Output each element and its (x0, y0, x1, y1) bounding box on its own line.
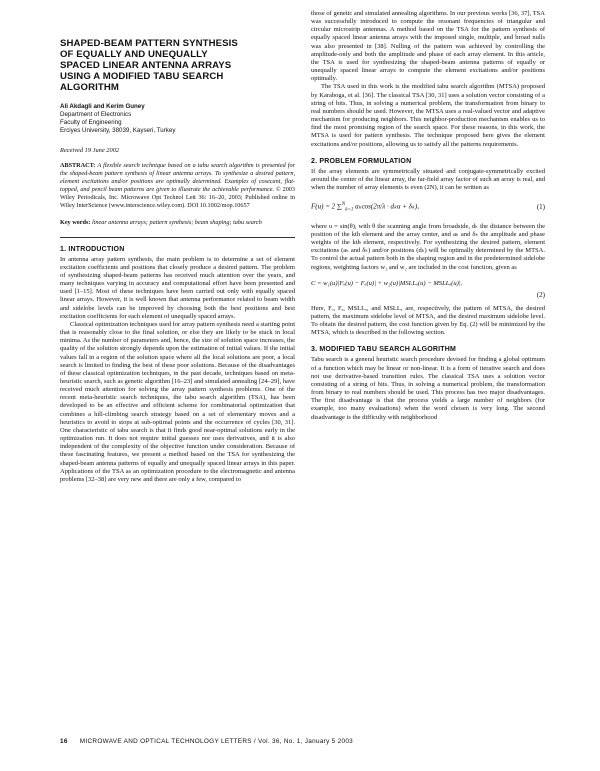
page-number: 16 (60, 738, 68, 745)
equation-1-rhs: aₖcos(2π/λ · dₖu + δₖ), (355, 202, 419, 211)
abstract-text: A flexible search technique based on a tabu search algorithm is presented for the shaped-beam pattern synthesis of linear antenna arrays. To synthesize a desired pattern, element excitations and/or positions are optimally determined. Examples of cosecant, flat-topped, and pencil beam patterns are given to illustrate the achievable performance. (60, 162, 295, 194)
abstract-copyright: © 2003 Wiley Periodicals, Inc. Microwave Opt Technol Lett 36: 16–20, 2003; Published online in Wiley InterScience (www.interscience.wiley.com). DOI 10.1002/mop.10657 (60, 186, 295, 210)
abstract (60, 162, 295, 211)
paragraph: Here, Fₒ, Fₑ, MSLLₒ, and MSLLₑ are, respectively, the pattern of MTSA, the desired pattern, the maximum sidelobe level of MTSA, and the desired maximum sidelobe level. To obtain the desired pattern, the cost function given by Eq. (2) will be minimized by the MTSA, which is described in the following section. (311, 304, 545, 337)
article-title (60, 38, 295, 93)
paragraph: Classical optimization techniques used for array pattern synthesis need a starting point that is reasonably close to the final solution, or else they are likely to be stuck in local minima. As the number of parameters and, hence, the size of solution space increases, the quality of the solution strongly depends upon the estimation of initial values. If the initial values fall in a region of the solution space where all the local solutions are poor, a local search is limited to finding the best of these poor solutions. Because of the disadvantages of these classical optimization techniques, in the past decade, techniques based on meta-heuristic search, such as genetic algorithm [16–23] and simulated annealing [24–29], have received much attention for solving the array pattern synthesis problems. One of the recent meta-heuristic search techniques, the tabu search algorithm (TSA), has been developed to be an effective and efficient scheme for combinatorial optimization that combines a hill-climbing search strategy based on a set of elementary moves and a heuristics to avoid to stops at sub-optimal points and the occurrence of cycles [30, 31]. One characteristic of tabu search is that it finds good near-optimal solutions early in the optimization run. It does not require initial guesses nor uses derivatives, and it is also independent of the complexity of the objective function under consideration. Because of these fascinating features, we present a method based on the TSA for synthesizing the shaped-beam antenna patterns of equally and unequally spaced linear arrays in this paper. Applications of the TSA as an optimization procedure to the electromagnetic and antenna problems [32–38] are very new and there are only a few, compared to (60, 320, 295, 483)
equation-1 (311, 202, 545, 213)
author-university: Erciyes University, 38039, Kayseri, Turkey (60, 127, 176, 134)
title-line: ALGORITHM (60, 82, 119, 93)
section-heading-problem-formulation: 2. PROBLEM FORMULATION (311, 157, 412, 165)
equation-2: C = w₁(u)|Fₒ(u) − Fₑ(u)| + w₂(u)|MSLLₒ(u) − MSLLₑ(u)|. (311, 279, 463, 287)
author-block (60, 103, 295, 135)
equation-1-body (311, 202, 419, 213)
page-footer (60, 738, 545, 745)
title-line: USING A MODIFIED TABU SEARCH (60, 71, 224, 82)
section-heading-introduction: 1. INTRODUCTION (60, 245, 125, 253)
equation-1-number: (1) (536, 203, 545, 212)
paragraph: Tabu search is a general heuristic search procedure devised for finding a global optimum of a function which may be linear or non-linear. It is a form of iterative search and does not use derivative-based transition rules. The classical TSA uses a solution vector consisting of a string of bits. Thus, in solving a numerical problem, the transformation from binary to real numbers should be used. This process has two major disadvantages. The first disadvantage is that the process yields a large number of neighbors (for example, too many evaluations) when the word chosen is very long. The second disadvantage is the difficulty with neighborhood (311, 356, 545, 421)
abstract-label: ABSTRACT: (60, 162, 96, 169)
equation-1-lhs: F(u) = 2 ∑ (311, 202, 342, 211)
paragraph: those of genetic and simulated annealing algorithms. In our previous works [36, 37], TSA was successfully introduced to compute the resonant frequencies of triangular and circular microstrip antennas. A method based on the TSA for the pattern synthesis of equally spaced linear antenna arrays with the imposed single, multiple, and broad nulls was also presented in [38]. Nulling of the pattern was achieved by controlling the amplitude-only and both the amplitude and phase of each array element. In this article, the TSA is used for synthesizing the shaped-beam antenna patterns of equally or unequally spaced linear arrays to compute the element excitations and/or positions optimally. (311, 10, 545, 83)
title-line: SPACED LINEAR ANTENNA ARRAYS (60, 60, 232, 71)
divider (60, 237, 295, 238)
received-date: Received 19 June 2002 (60, 147, 120, 154)
author-names: Ali Akdagli and Kerim Guney (60, 103, 145, 110)
paragraph: The TSA used in this work is the modified tabu search algorithm (MTSA) proposed by Karaboga, et al. [36]. The classical TSA [30, 31] uses a solution vector consisting of a string of bits. Thus, in solving a numerical problem, the transformation from binary to real numbers should be used. However, the MTSA uses a real-valued vector and adaptive mechanism for producing neighbors. This neighbor-production mechanism enables us to find the most promising region of the search space. For these reasons, in this work, the MTSA is used for pattern synthesis. The technique proposed here gives the element excitations and/or positions, allowing us to satisfy all the patterns requirements. (311, 83, 545, 148)
title-line: OF EQUALLY AND UNEQUALLY (60, 49, 208, 60)
keywords-text: linear antenna arrays; pattern synthesis; beam shaping; tabu search (91, 218, 262, 226)
title-line: SHAPED-BEAM PATTERN SYNTHESIS (60, 38, 238, 49)
left-column (60, 38, 295, 484)
right-column (311, 10, 545, 422)
paragraph: If the array elements are symmetrically situated and conjugate-symmetrically excited around the center of the linear array, the far-field array factor of such an array is real, and when the number of array elements is even (2N), it can be written as (311, 167, 545, 191)
author-faculty: Faculty of Engineering (60, 119, 122, 126)
section-heading-modified-tabu-search: 3. MODIFIED TABU SEARCH ALGORITHM (311, 346, 457, 354)
paragraph: where u = sin(θ), with θ the scanning angle from broadside, dₖ the distance between the position of the kth element and the array center, and aₖ and δₖ the amplitude and phase weights of the kth element, respectively. For synthesizing the desired pattern, element excitations (aₖ and δₖ) and/or positions (dₖ) will be optimally determined by the MTSA. To control the actual pattern both in the shaping region and in the predetermined sidelobe regions, weighting factors w₁ and w₂ are included in the cost function, given as (311, 222, 545, 271)
author-department: Department of Electronics (60, 111, 132, 118)
keywords-label: Key words: (60, 218, 91, 226)
journal-info: MICROWAVE AND OPTICAL TECHNOLOGY LETTERS / Vol. 36, No. 1, January 5 2003 (79, 738, 354, 745)
equation-1-sub: k=1 (345, 207, 354, 213)
equation-1-sup: N (341, 202, 346, 208)
paragraph: In antenna array pattern synthesis, the main problem is to determine a set of element excitation coefficients and positions that closely produce a desired pattern. The problem of synthesizing shaped-beam patterns has received much attention over the years, and many techniques varying in accuracy and computational effort have been presented and used [1–15]. Most of these techniques have been carried out only with equally spaced linear arrays. However, it is well known that antenna performance related to beam width and sidelobe levels can be improved by choosing both the best positions and best excitation coefficients for each element of unequally spaced arrays. (60, 255, 295, 320)
keywords (60, 219, 295, 227)
equation-2-number: (2) (536, 290, 545, 299)
